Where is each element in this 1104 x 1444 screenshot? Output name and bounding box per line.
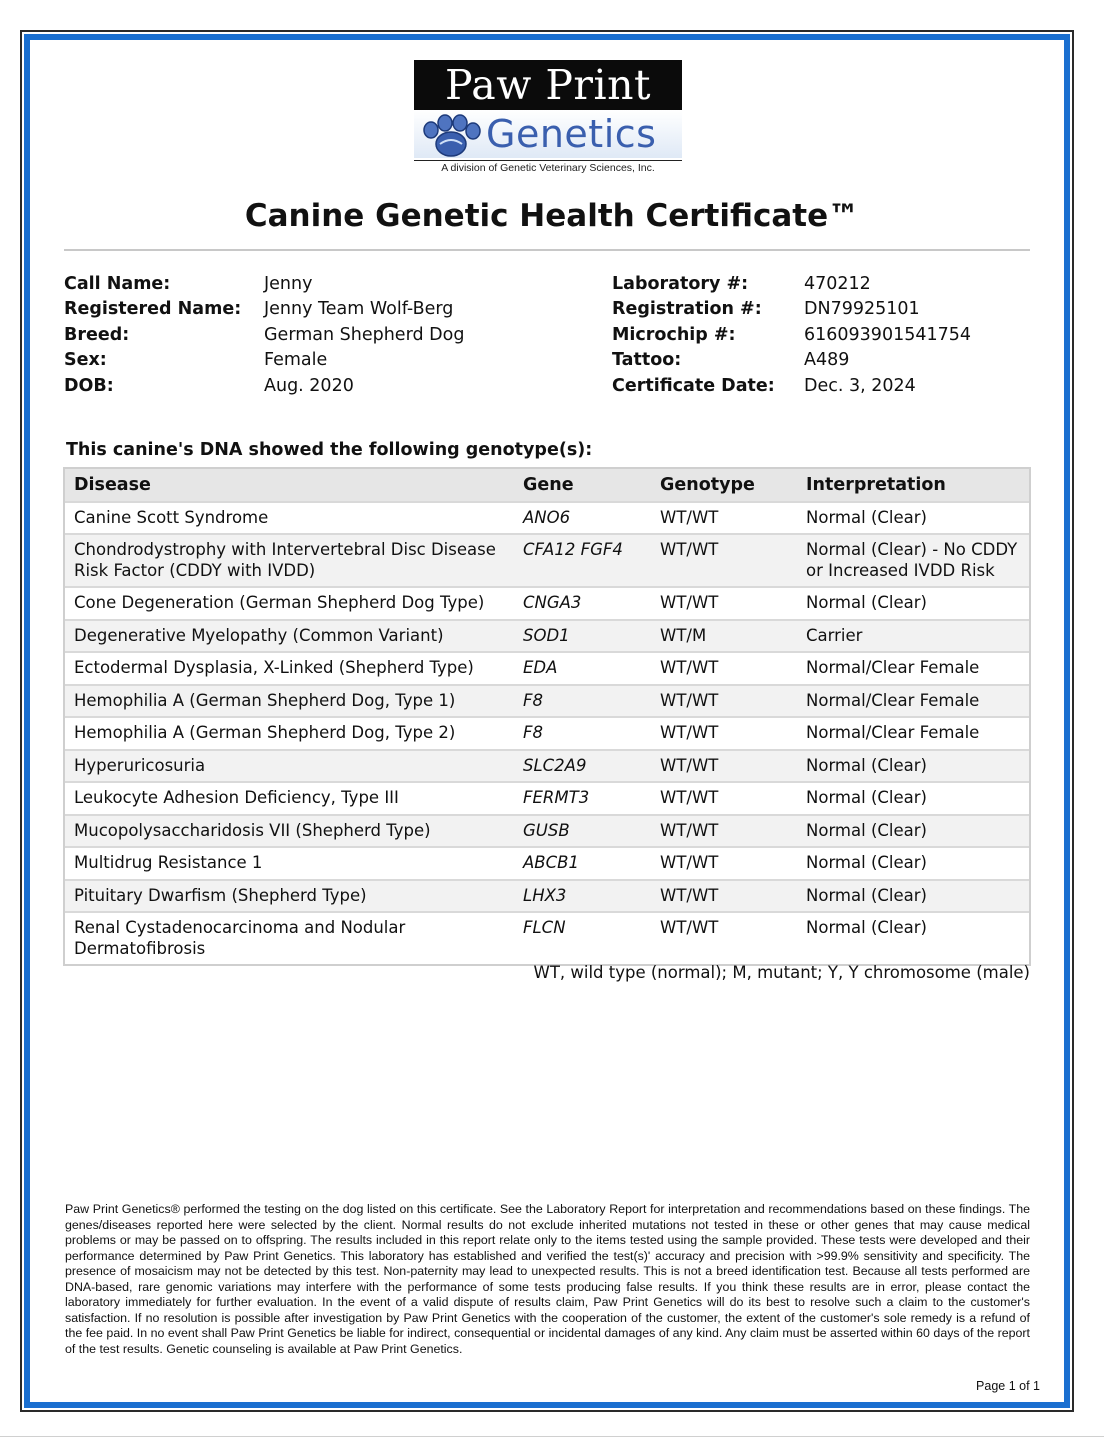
genotype-cell: WT/M <box>660 625 707 645</box>
table-row <box>65 781 1029 814</box>
disease-cell: Ectodermal Dysplasia, X-Linked (Shepherd Type) <box>74 658 474 677</box>
genotype-cell: WT/WT <box>660 658 719 677</box>
genotype-section-heading: This canine's DNA showed the following genotype(s): <box>66 440 593 460</box>
gene-cell: ANO6 <box>523 507 571 527</box>
genotype-cell: WT/WT <box>660 853 719 872</box>
breed-value: German Shepherd Dog <box>264 324 465 345</box>
registered-name-label: Registered Name: <box>64 299 242 320</box>
page-number: Page 1 of 1 <box>976 1379 1040 1393</box>
gene-cell: SOD1 <box>523 625 570 645</box>
genotype-cell: WT/WT <box>660 820 719 840</box>
title-divider <box>64 249 1030 251</box>
sex-label: Sex: <box>64 350 107 371</box>
tattoo-value: A489 <box>804 350 850 371</box>
disease-cell: Canine Scott Syndrome <box>74 507 269 527</box>
dog-info-values <box>264 272 594 399</box>
dob-label: DOB: <box>64 375 114 396</box>
table-row <box>65 501 1029 534</box>
gene-cell: F8 <box>523 690 543 710</box>
breed-label: Breed: <box>64 324 130 345</box>
header-gene: Gene <box>523 475 574 495</box>
registered-name-value: Jenny Team Wolf-Berg <box>264 299 454 320</box>
gene-cell: F8 <box>523 723 543 742</box>
call-name-value: Jenny <box>264 274 313 294</box>
genotype-cell: WT/WT <box>660 918 719 937</box>
interpretation-cell: Normal/Clear Female <box>806 690 980 710</box>
interpretation-cell: Carrier <box>806 625 863 645</box>
laboratory-number-value: 470212 <box>804 274 871 294</box>
interpretation-cell: Normal (Clear) <box>806 755 927 775</box>
interpretation-cell: Normal (Clear) <box>806 593 927 612</box>
microchip-number-value: 616093901541754 <box>804 324 972 345</box>
lab-info-values <box>804 272 1034 399</box>
table-row <box>65 846 1029 879</box>
interpretation-cell: Normal (Clear) <box>806 885 927 905</box>
gene-cell: SLC2A9 <box>523 755 587 775</box>
disease-cell: Chondrodystrophy with Intervertebral Disc Disease Risk Factor (CDDY with IVDD) <box>74 540 496 580</box>
genotype-cell: WT/WT <box>660 690 719 710</box>
logo-bottom-text: Genetics <box>486 112 657 156</box>
interpretation-cell: Normal (Clear) <box>806 788 927 807</box>
dob-value: Aug. 2020 <box>264 375 354 396</box>
interpretation-cell: Normal (Clear) <box>806 820 927 840</box>
registration-number-value: DN79925101 <box>804 299 920 320</box>
tattoo-label: Tattoo: <box>612 350 682 371</box>
genotype-cell: WT/WT <box>660 885 719 905</box>
genotype-cell: WT/WT <box>660 723 719 742</box>
interpretation-cell: Normal (Clear) - No CDDY or Increased IVDD Risk <box>806 540 1018 580</box>
certificate-date-label: Certificate Date: <box>612 375 775 396</box>
interpretation-cell: Normal (Clear) <box>806 853 927 872</box>
table-row <box>65 586 1029 619</box>
certificate-title: Canine Genetic Health Certificate™ <box>244 198 860 234</box>
interpretation-cell: Normal/Clear Female <box>806 723 980 742</box>
sex-value: Female <box>264 350 328 371</box>
header-interpretation: Interpretation <box>806 475 946 495</box>
dog-info-labels <box>64 272 264 399</box>
genotype-cell: WT/WT <box>660 507 719 527</box>
disease-cell: Cone Degeneration (German Shepherd Dog Type) <box>74 593 485 612</box>
disease-cell: Renal Cystadenocarcinoma and Nodular Dermatofibrosis <box>74 918 406 958</box>
header-disease: Disease <box>74 475 151 495</box>
table-header-row <box>65 469 1029 501</box>
table-row <box>65 651 1029 684</box>
disease-cell: Mucopolysaccharidosis VII (Shepherd Type) <box>74 820 431 840</box>
laboratory-number-label: Laboratory #: <box>612 274 749 294</box>
interpretation-cell: Normal/Clear Female <box>806 658 980 677</box>
disease-cell: Degenerative Myelopathy (Common Variant) <box>74 625 444 645</box>
logo-divider <box>414 160 682 161</box>
interpretation-cell: Normal (Clear) <box>806 918 927 937</box>
gene-cell: ABCB1 <box>523 853 579 872</box>
table-row <box>65 533 1029 586</box>
table-row <box>65 619 1029 652</box>
company-logo <box>414 60 682 178</box>
genotype-cell: WT/WT <box>660 755 719 775</box>
gene-cell: CFA12 FGF4 <box>523 540 623 559</box>
gene-cell: FERMT3 <box>523 788 590 807</box>
table-row <box>65 684 1029 717</box>
disease-cell: Multidrug Resistance 1 <box>74 853 263 872</box>
logo-top-text: Paw Print <box>414 60 682 110</box>
registration-number-label: Registration #: <box>612 299 762 320</box>
call-name-label: Call Name: <box>64 274 171 294</box>
lab-info-labels <box>612 272 802 399</box>
gene-cell: FLCN <box>523 918 566 937</box>
gene-cell: GUSB <box>523 820 570 840</box>
abbreviation-legend: WT, wild type (normal); M, mutant; Y, Y chromosome (male) <box>533 963 1030 982</box>
gene-cell: LHX3 <box>523 885 567 905</box>
table-row <box>65 879 1029 912</box>
table-row <box>65 716 1029 749</box>
gene-cell: EDA <box>523 658 558 677</box>
header-genotype: Genotype <box>660 475 755 495</box>
disease-cell: Leukocyte Adhesion Deficiency, Type III <box>74 788 399 807</box>
gene-cell: CNGA3 <box>523 593 582 612</box>
disease-cell: Hemophilia A (German Shepherd Dog, Type 1) <box>74 690 456 710</box>
microchip-number-label: Microchip #: <box>612 324 736 345</box>
disease-cell: Hemophilia A (German Shepherd Dog, Type 2) <box>74 723 456 742</box>
logo-subtitle: A division of Genetic Veterinary Sciences, Inc. <box>441 162 655 174</box>
genotype-cell: WT/WT <box>660 540 719 559</box>
interpretation-cell: Normal (Clear) <box>806 507 927 527</box>
disease-cell: Hyperuricosuria <box>74 755 206 775</box>
genotype-table <box>63 467 1031 966</box>
genotype-cell: WT/WT <box>660 788 719 807</box>
paw-print-icon <box>418 114 484 160</box>
disclaimer-text: Paw Print Genetics® performed the testing on the dog listed on this certificate. See the Laboratory Report for interpretation and recommendations based on these findings. The genes/diseases reported here were selected by the client. Normal results do not exclude inherited mutations not tested in these or other genes that may cause medical problems or may be passed on to offspring. The results included in this report relate only to the items tested using the sample provided. These tests were developed and their performance determined by Paw Print Genetics. This laboratory has established and verified the test(s)' accuracy and precision with >99.9% sensitivity and specificity. The presence of mosaicism may not be detected by this test. Non-paternity may lead to unexpected results. This is not a breed identification test. Because all tests performed are DNA-based, rare genomic variations may interfere with the performance of some tests producing false results. If you think these results are in error, please contact the laboratory immediately for further evaluation. In the event of a valid dispute of results claim, Paw Print Genetics will do its best to resolve such a claim to the customer's satisfaction. If no resolution is possible after investigation by Paw Print Genetics with the cooperation of the customer, the extent of the customer's sole remedy is a refund of the fee paid. In no event shall Paw Print Genetics be liable for indirect, consequential or incidental damages of any kind. Any claim must be asserted within 60 days of the report of the test results. Genetic counseling is available at Paw Print Genetics. <box>65 1202 1030 1356</box>
disease-cell: Pituitary Dwarfism (Shepherd Type) <box>74 885 367 905</box>
table-row <box>65 814 1029 847</box>
table-row <box>65 749 1029 782</box>
table-row <box>65 911 1029 964</box>
certificate-date-value: Dec. 3, 2024 <box>804 375 916 396</box>
genotype-cell: WT/WT <box>660 593 719 612</box>
page-bottom-rule <box>0 1436 1104 1437</box>
